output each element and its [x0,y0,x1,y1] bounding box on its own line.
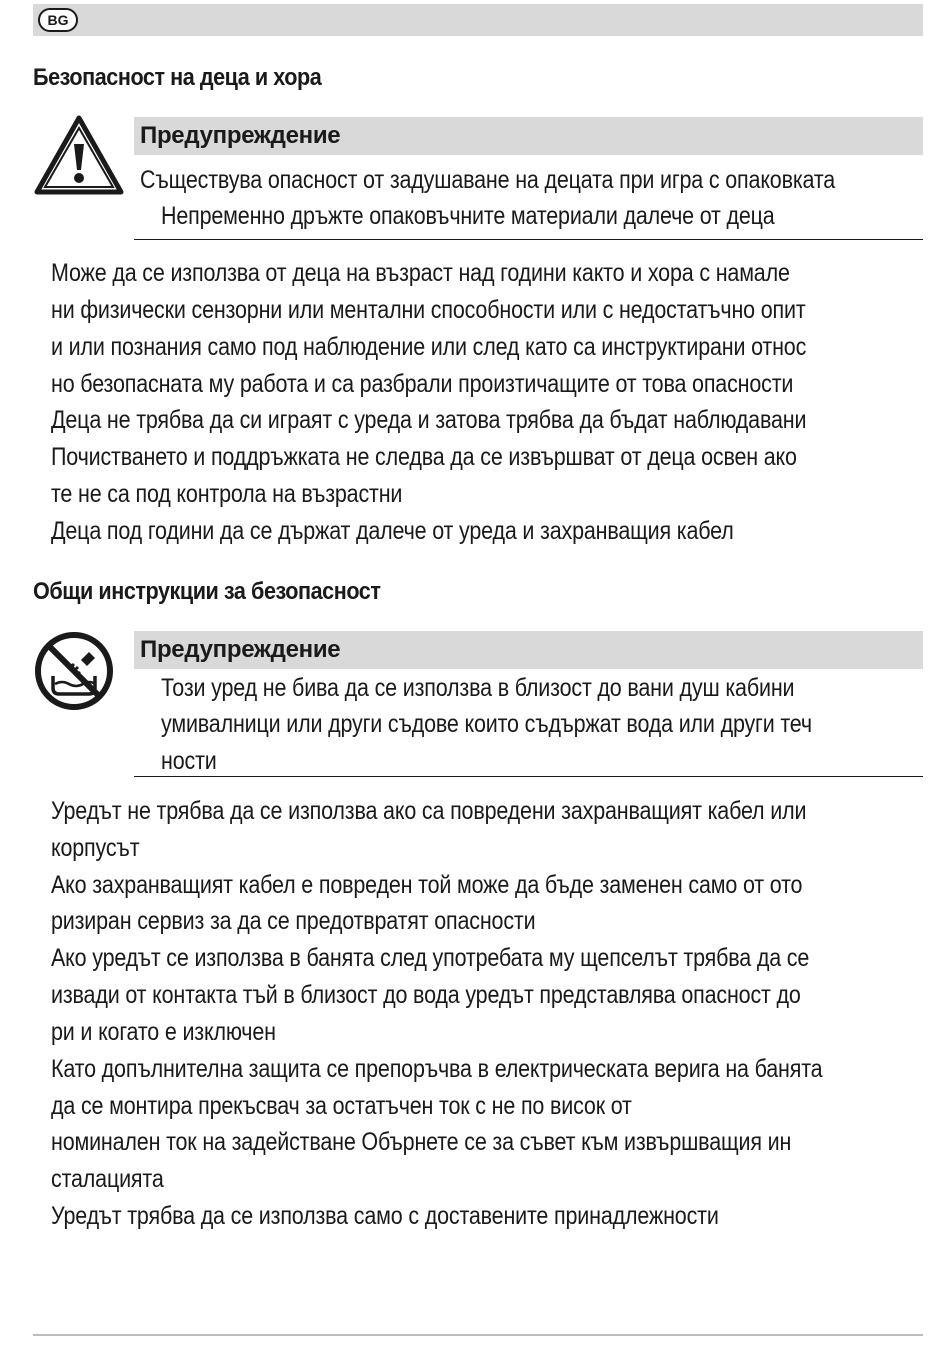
warning-title: Предупреждение [134,631,923,669]
header-bar [33,4,923,36]
body-line: те не са под контрола на възрастни [51,480,403,508]
divider [134,776,923,777]
body-line: Уредът не трябва да се използва ако са повредени захранващият кабел или [51,797,807,825]
body-line: да се монтира прекъсвач за остатъчен ток с не по висок от [51,1092,632,1120]
body-line: номинален ток на задействане Обърнете се за съвет към извършващия ин [51,1128,792,1156]
warning-text: умивалници или други съдове които съдържат вода или други теч [161,710,812,738]
body-line: Ако захранващият кабел е повреден той може да бъде заменен само от ото [51,871,803,899]
warning-text: Този уред не бива да се използва в близост до вани душ кабини [161,674,795,702]
warning-text: Непременно дръжте опаковъчните материали далече от деца [161,202,775,230]
body-line: Ако уредът се използва в банята след употребата му щепселът трябва да се [51,944,810,972]
body-line: Уредът трябва да се използва само с доставените принадлежности [51,1202,719,1230]
warning-title: Предупреждение [134,117,923,155]
body-line: Като допълнителна защита се препоръчва в електрическата верига на банята [51,1055,823,1083]
footer-divider [33,1334,923,1336]
body-line: ризиран сервиз за да се предотвратят опасности [51,907,536,935]
body-line: сталацията [51,1165,164,1193]
body-line: извади от контакта тъй в близост до вода уредът представлява опасност до [51,981,801,1009]
body-line: но безопасната му работа и са разбрали произтичащите от това опасности [51,370,794,398]
warning-text: ности [161,747,217,775]
section-title-child-safety: Безопасност на деца и хора [33,64,322,91]
body-line: Деца не трябва да си играят с уреда и затова трябва да бъдат наблюдавани [51,406,807,434]
divider [134,239,923,240]
body-line: и или познания само под наблюдение или след като са инструктирани относ [51,333,807,361]
body-line: Почистването и поддръжката не следва да се извършват от деца освен ако [51,443,797,471]
section-title-general-safety: Общи инструкции за безопасност [33,578,381,605]
warning-text: Съществува опасност от задушаване на децата при игра с опаковката [140,166,836,194]
body-line: ни физически сензорни или ментални способности или с недостатъчно опит [51,296,806,324]
body-line: ри и когато е изключен [51,1018,276,1046]
warning-triangle-icon [33,114,125,196]
body-line: корпусът [51,834,140,862]
body-line: Може да се използва от деца на възраст над години както и хора с намале [51,259,790,287]
body-line: Деца под години да се държат далече от уреда и захранващия кабел [51,517,734,545]
language-badge: BG [38,8,78,32]
no-water-use-icon [33,630,115,712]
